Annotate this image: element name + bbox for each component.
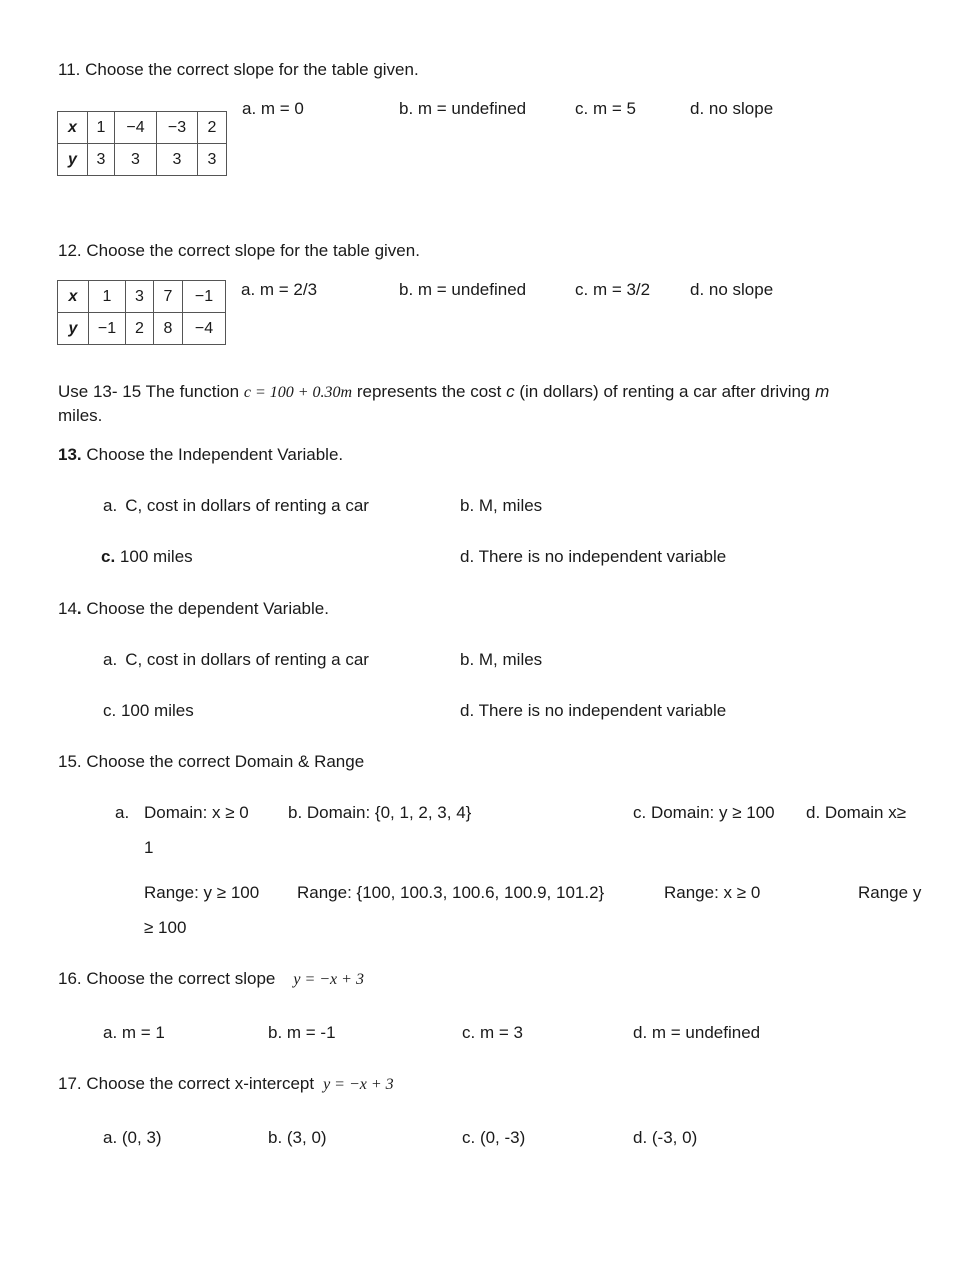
var-m: m	[815, 382, 830, 401]
q11-choice-a[interactable]: a. m = 0	[242, 99, 304, 118]
q15-choice-c-range: Range: x ≥ 0	[664, 883, 761, 902]
table-cell: 1	[89, 281, 126, 313]
table-header-y: y	[58, 313, 89, 345]
table-cell: −4	[183, 313, 226, 345]
q14-prompt	[58, 598, 329, 620]
table-cell: 7	[154, 281, 183, 313]
q13-choice-c[interactable]	[101, 546, 193, 568]
table-cell: 2	[198, 112, 227, 144]
q13-prompt	[58, 444, 343, 466]
q15-choice-a-domain[interactable]: Domain: x ≥ 0	[144, 803, 249, 822]
q15-choice-a-range: Range: y ≥ 100	[144, 883, 260, 902]
table-cell: −3	[157, 112, 198, 144]
q15-prompt: 15. Choose the correct Domain & Range	[58, 752, 365, 771]
q11-choice-b[interactable]: b. m = undefined	[399, 99, 527, 118]
q16-choice-a[interactable]: a. m = 1	[103, 1023, 165, 1042]
q14-choice-b[interactable]: b. M, miles	[460, 650, 543, 669]
table-cell: −4	[115, 112, 157, 144]
q11-table	[57, 111, 227, 176]
q17-equation: y = −x + 3	[323, 1076, 394, 1093]
q12-choice-d[interactable]: d. no slope	[690, 280, 774, 299]
var-c: c	[506, 382, 515, 401]
q16-equation: y = −x + 3	[293, 971, 364, 988]
table-row	[58, 144, 227, 176]
q17-choice-c[interactable]: c. (0, -3)	[462, 1128, 526, 1147]
q14-choice-c[interactable]: c. 100 miles	[103, 701, 194, 720]
q12-choice-a[interactable]: a. m = 2/3	[241, 280, 318, 299]
q11-choice-c[interactable]: c. m = 5	[575, 99, 636, 118]
q15-choice-c-domain[interactable]: c. Domain: y ≥ 100	[633, 803, 775, 822]
q15-choice-a-letter[interactable]: a.	[115, 803, 130, 822]
q14-text: Choose the dependent Variable.	[81, 599, 329, 618]
intro-text-2: represents the cost	[352, 382, 507, 401]
q16-prompt	[58, 968, 364, 991]
q15-choice-b-domain[interactable]: b. Domain: {0, 1, 2, 3, 4}	[288, 803, 472, 822]
q17-prompt	[58, 1073, 394, 1096]
q13-choice-d[interactable]: d. There is no independent variable	[460, 547, 727, 566]
q15-choice-d-domain[interactable]: d. Domain x≥	[806, 803, 907, 822]
q17-choice-a[interactable]: a. (0, 3)	[103, 1128, 162, 1147]
q13-choice-a[interactable]	[103, 495, 369, 517]
table-header-y: y	[58, 144, 88, 176]
cost-formula: c = 100 + 0.30m	[243, 384, 353, 401]
q16-choice-c[interactable]: c. m = 3	[462, 1023, 523, 1042]
table-cell: −1	[183, 281, 226, 313]
intro-line-1	[58, 381, 829, 404]
table-header-x: x	[58, 281, 89, 313]
table-header-x: x	[58, 112, 88, 144]
q14-number-dot: .	[76, 599, 82, 618]
q13-text: Choose the Independent Variable.	[81, 445, 344, 464]
table-row	[58, 281, 226, 313]
q17-choice-d[interactable]: d. (-3, 0)	[633, 1128, 698, 1147]
table-cell: 3	[126, 281, 154, 313]
q14-choice-a[interactable]	[103, 649, 369, 671]
table-cell: 2	[126, 313, 154, 345]
choice-text: C, cost in dollars of renting a car	[125, 496, 369, 515]
table-row	[58, 112, 227, 144]
q14-number: 14	[58, 599, 77, 618]
q16-choice-d[interactable]: d. m = undefined	[633, 1023, 761, 1042]
table-cell: −1	[89, 313, 126, 345]
table-row	[58, 313, 226, 345]
q11-prompt: 11. Choose the correct slope for the table given.	[58, 60, 419, 79]
q13-choice-b[interactable]: b. M, miles	[460, 496, 543, 515]
q16-choice-b[interactable]: b. m = -1	[268, 1023, 336, 1042]
q12-table	[57, 280, 226, 345]
q15-choice-d-range: Range y	[858, 883, 922, 902]
q15-choice-d-range-wrap: ≥ 100	[144, 918, 187, 937]
intro-line-2: miles.	[58, 406, 103, 425]
table-cell: 3	[88, 144, 115, 176]
q15-choice-d-domain-wrap: 1	[144, 838, 154, 857]
q15-choice-b-range: Range: {100, 100.3, 100.6, 100.9, 101.2}	[297, 883, 605, 902]
intro-text-3: (in dollars) of renting a car after driving	[514, 382, 816, 401]
q12-choice-b[interactable]: b. m = undefined	[399, 280, 527, 299]
table-cell: 3	[157, 144, 198, 176]
q17-text: 17. Choose the correct x-intercept	[58, 1074, 315, 1093]
q13-number: 13.	[58, 445, 82, 464]
choice-letter: c.	[101, 547, 116, 566]
choice-letter: a.	[103, 650, 118, 669]
q17-choice-b[interactable]: b. (3, 0)	[268, 1128, 327, 1147]
choice-text: 100 miles	[115, 547, 193, 566]
intro-text-1: Use 13- 15 The function	[58, 382, 244, 401]
table-cell: 1	[88, 112, 115, 144]
q12-prompt: 12. Choose the correct slope for the table given.	[58, 241, 420, 260]
choice-letter: a.	[103, 496, 118, 515]
q12-choice-c[interactable]: c. m = 3/2	[575, 280, 651, 299]
q11-choice-d[interactable]: d. no slope	[690, 99, 774, 118]
choice-text: C, cost in dollars of renting a car	[125, 650, 369, 669]
q14-choice-d[interactable]: d. There is no independent variable	[460, 701, 727, 720]
table-cell: 3	[198, 144, 227, 176]
table-cell: 3	[115, 144, 157, 176]
table-cell: 8	[154, 313, 183, 345]
q16-text: 16. Choose the correct slope	[58, 969, 276, 988]
